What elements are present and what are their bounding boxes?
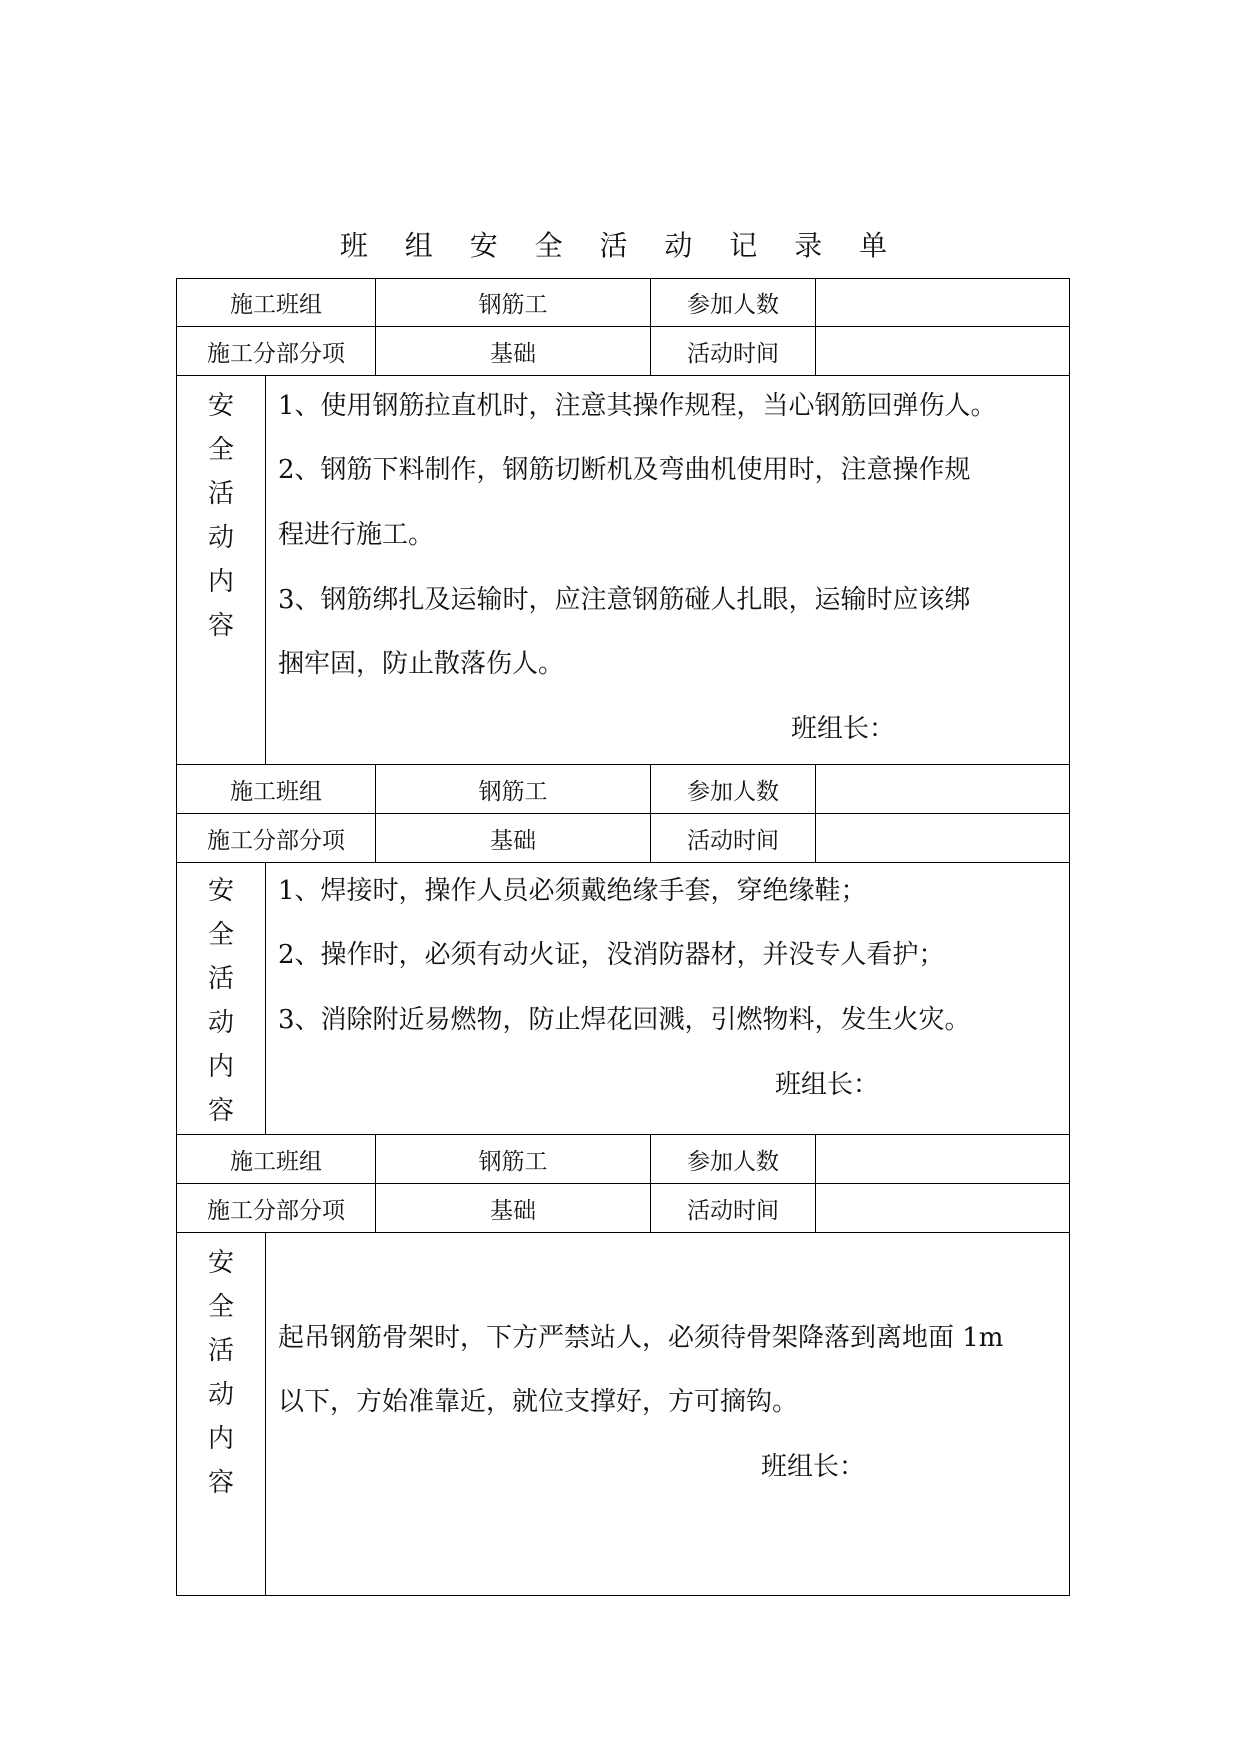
label-char: 安 [207, 1248, 234, 1278]
document-title: 班 组 安 全 活 动 记 录 单 [339, 229, 902, 262]
team-label: 施工班组 [177, 1135, 376, 1184]
content-row [177, 1233, 1069, 1595]
division-label: 施工分部分项 [177, 1184, 376, 1233]
content-line: 2、钢筋下料制作，钢筋切断机及弯曲机使用时，注意操作规 [278, 455, 971, 485]
content-line: 程进行施工。 [278, 520, 435, 550]
header-row-team [177, 765, 1069, 814]
label-char: 容 [207, 1096, 234, 1126]
label-char: 内 [207, 1052, 234, 1082]
header-row-division [177, 814, 1069, 863]
content-line: 3、消除附近易燃物，防止焊花回溅，引燃物料，发生火灾。 [278, 1005, 971, 1035]
attendance-value [816, 765, 1069, 814]
time-value [816, 1184, 1069, 1233]
team-leader-signature-label: 班组长： [775, 1070, 880, 1100]
team-label: 施工班组 [177, 279, 376, 327]
label-char: 动 [207, 523, 234, 553]
content-line: 3、钢筋绑扎及运输时，应注意钢筋碰人扎眼，运输时应该绑 [278, 585, 971, 615]
label-char: 安 [207, 876, 234, 906]
label-char: 全 [207, 1292, 234, 1322]
attendance-value [816, 279, 1069, 327]
label-char: 内 [207, 567, 234, 597]
content-label [177, 1233, 266, 1595]
time-label: 活动时间 [651, 814, 816, 863]
label-char: 容 [207, 1468, 234, 1498]
activity-record-table [176, 278, 1070, 1596]
label-char: 动 [207, 1380, 234, 1410]
label-char: 内 [207, 1424, 234, 1454]
label-char: 全 [207, 435, 234, 465]
content-line: 2、操作时，必须有动火证，没消防器材，并没专人看护； [278, 940, 945, 970]
time-label: 活动时间 [651, 1184, 816, 1233]
division-label: 施工分部分项 [177, 327, 376, 376]
content-line: 以下，方始准靠近，就位支撑好，方可摘钩。 [278, 1387, 799, 1417]
content-line: 1、使用钢筋拉直机时，注意其操作规程，当心钢筋回弹伤人。 [278, 391, 997, 421]
label-char: 活 [207, 479, 234, 509]
division-value: 基础 [376, 1184, 651, 1233]
attendance-label: 参加人数 [651, 1135, 816, 1184]
content-row [177, 376, 1069, 765]
division-value: 基础 [376, 814, 651, 863]
team-value: 钢筋工 [376, 279, 651, 327]
header-row-team [177, 279, 1069, 327]
content-label [177, 376, 266, 765]
header-row-division [177, 1184, 1069, 1233]
content-label [177, 863, 266, 1135]
time-value [816, 814, 1069, 863]
content-body [266, 863, 1069, 1135]
team-value: 钢筋工 [376, 1135, 651, 1184]
label-char: 安 [207, 391, 234, 421]
label-char: 活 [207, 964, 234, 994]
team-leader-signature-label: 班组长： [761, 1452, 866, 1482]
content-row [177, 863, 1069, 1135]
team-leader-signature-label: 班组长： [791, 714, 896, 744]
content-line: 1、焊接时，操作人员必须戴绝缘手套，穿绝缘鞋； [278, 876, 867, 906]
content-line: 起吊钢筋骨架时，下方严禁站人，必须待骨架降落到离地面 1m [278, 1323, 1004, 1353]
time-value [816, 327, 1069, 376]
label-char: 活 [207, 1336, 234, 1366]
attendance-value [816, 1135, 1069, 1184]
team-value: 钢筋工 [376, 765, 651, 814]
time-label: 活动时间 [651, 327, 816, 376]
header-row-division [177, 327, 1069, 376]
label-char: 全 [207, 920, 234, 950]
content-line: 捆牢固，防止散落伤人。 [278, 649, 565, 679]
division-label: 施工分部分项 [177, 814, 376, 863]
label-char: 容 [207, 611, 234, 641]
content-body [266, 376, 1069, 765]
attendance-label: 参加人数 [651, 765, 816, 814]
attendance-label: 参加人数 [651, 279, 816, 327]
header-row-team [177, 1135, 1069, 1184]
division-value: 基础 [376, 327, 651, 376]
label-char: 动 [207, 1008, 234, 1038]
content-body [266, 1233, 1069, 1595]
team-label: 施工班组 [177, 765, 376, 814]
